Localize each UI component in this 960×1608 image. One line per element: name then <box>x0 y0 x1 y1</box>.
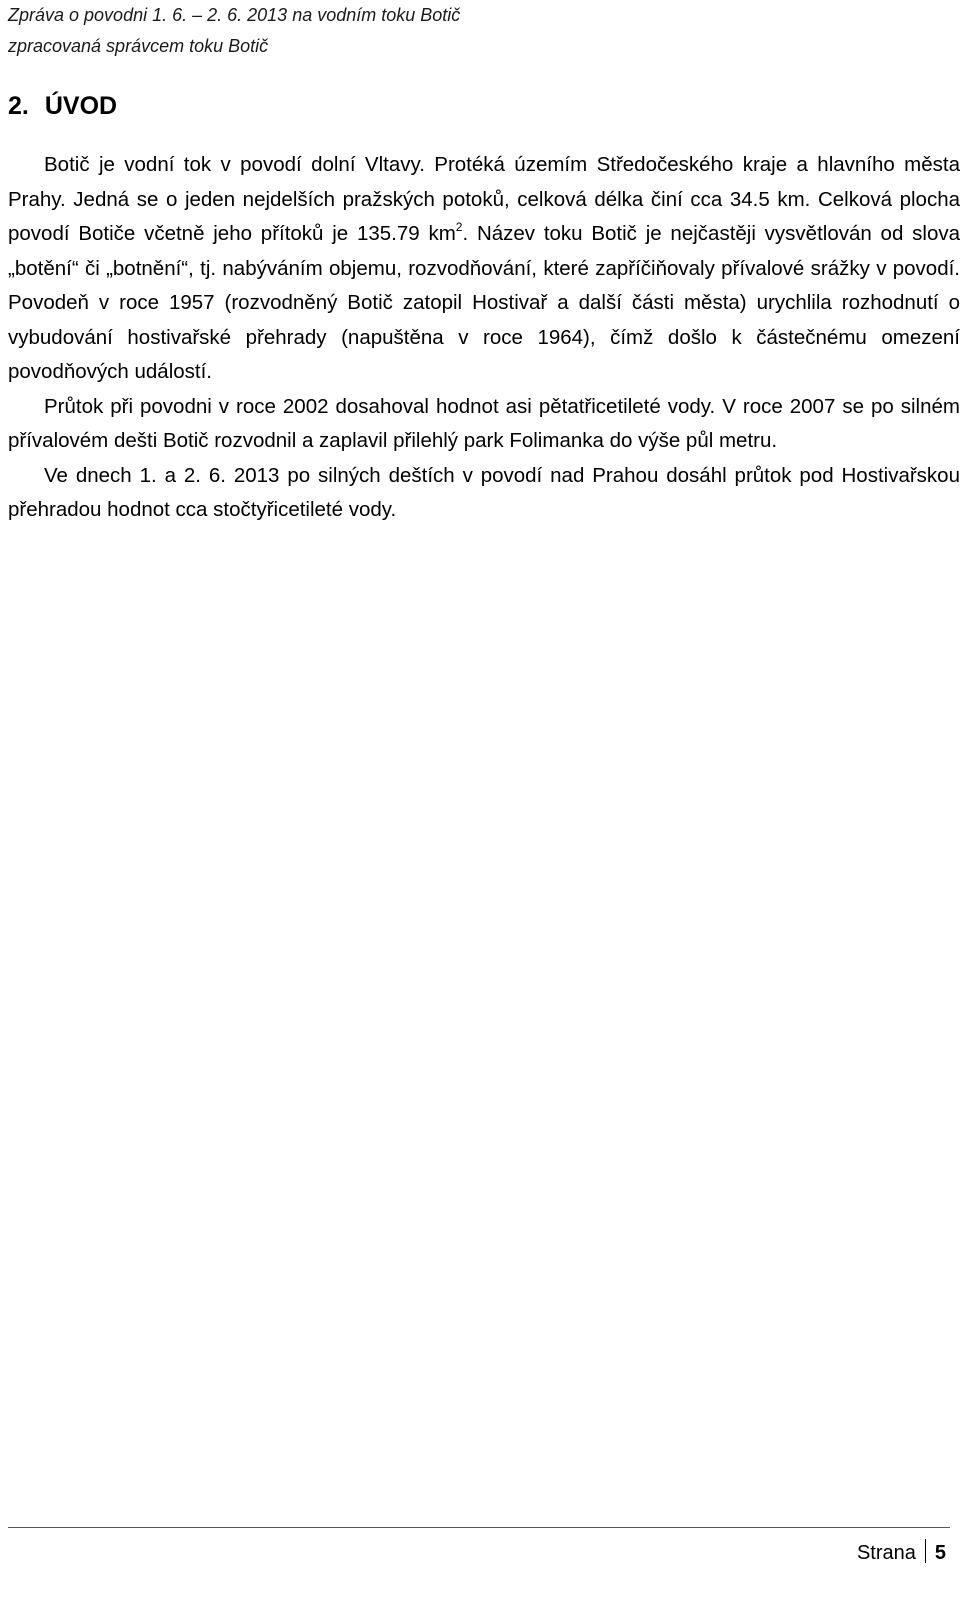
footer-divider <box>8 1527 950 1528</box>
section-title: ÚVOD <box>44 92 118 120</box>
section-number: 2. <box>8 92 29 120</box>
header-report-author: zpracovaná správcem toku Botič <box>8 36 269 56</box>
header-report-title: Zpráva o povodni 1. 6. – 2. 6. 2013 na vodním toku Botič <box>8 5 461 25</box>
page-header <box>8 0 948 62</box>
page-number <box>857 1537 946 1569</box>
page-separator <box>925 1539 926 1563</box>
body-text <box>8 148 960 528</box>
paragraph-flood-2013: Ve dnech 1. a 2. 6. 2013 po silných deštích v povodí nad Prahou dosáhl průtok pod Hostivařskou přehradou hodnot cca stočtyřicetileté vody. <box>8 463 960 521</box>
page-label: Strana <box>856 1542 916 1564</box>
paragraph-text: Botič je vodní tok v povodí dolní Vltavy. Protéká územím Středočeského kraje a hlavního města Prahy. Jedná se o jeden nejdelších pražských potoků, celková délka činí cca 34.5 km. Celková plocha povodí Botiče včetně jeho přítoků je 135.79 km <box>8 153 960 245</box>
paragraph-introduction <box>8 148 960 390</box>
paragraph-text: . Název toku Botič je nejčastěji vysvětlován od slova „botění“ či „botnění“, tj. nabýváním objemu, rozvodňování, které zapříčiňovaly přívalové srážky v povodí. Povodeň v roce 1957 (rozvodněný Botič zatopil Hostivař a další části města) urychlila rozhodnutí o vybudování hostivařské přehrady (napuštěna v roce 1964), čímž došlo k částečnému omezení povodňových událostí. <box>8 222 960 383</box>
section-heading <box>8 90 117 122</box>
paragraph-flood-history: Průtok při povodni v roce 2002 dosahoval hodnot asi pětatřicetileté vody. V roce 2007 se po silném přívalovém dešti Botič rozvodnil a zaplavil přilehlý park Folimanka do výše půl metru. <box>8 394 960 452</box>
superscript-exponent: 2 <box>455 220 463 234</box>
page-number-value: 5 <box>934 1542 946 1564</box>
